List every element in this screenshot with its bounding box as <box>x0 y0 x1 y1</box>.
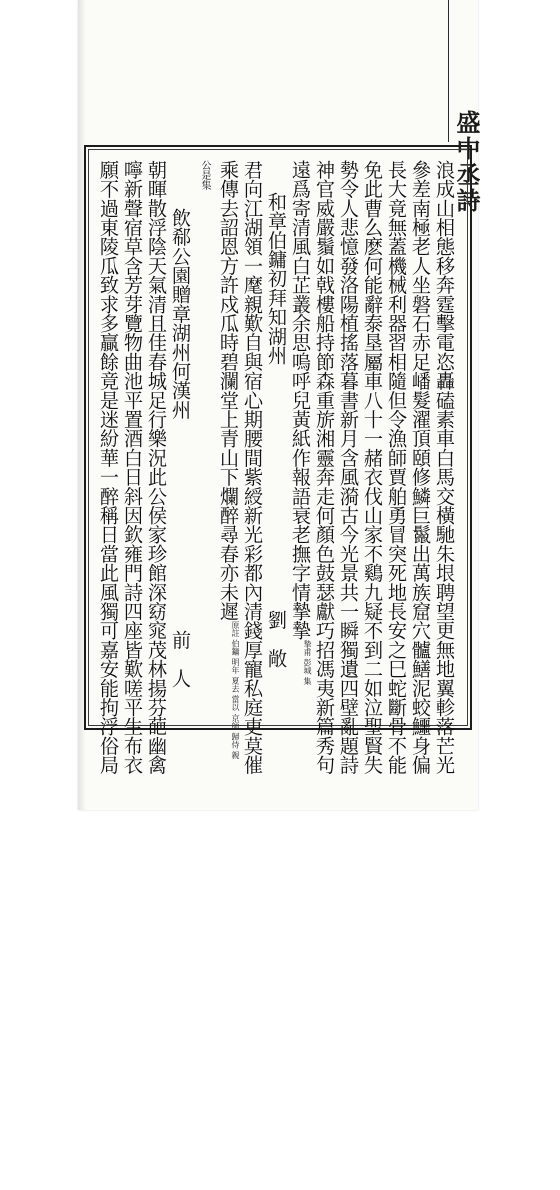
column-text: 公是集 <box>199 160 210 190</box>
text-column <box>336 160 360 775</box>
text-column <box>168 630 192 1190</box>
column-note: 原註 伯鏞 明年 夏去 當以 京師 歸侍 親 <box>231 620 240 759</box>
column-text: 長大竟無蓋機械利器習相隨但令漁師賈舶勇冒突死地長安之巳蛇斷骨不能 <box>385 160 408 775</box>
text-column <box>288 160 312 720</box>
page-title: 盛中丞詩 <box>452 110 481 214</box>
text-column <box>408 160 432 775</box>
column-text: 飲郗公園贈章湖州何漢州 <box>169 208 192 420</box>
column-text: 願不過東陵瓜致求多贏餘竟是迷紛華一醉稱日當此風獨可嘉安能拘浮俗局 <box>97 160 120 775</box>
column-note: 摯甫 彭城 集 <box>303 640 312 686</box>
column-text: 遠爲寄清風白芷叢余思嗚呼兒黃紙作報語衰老撫字情摯摯 <box>289 160 312 640</box>
text-column <box>360 160 384 775</box>
column-text: 勢令人悲憶發洛陽植搖落暮書新月含風漪古今光景共一瞬獨遺四壁亂題詩 <box>337 160 360 775</box>
text-column <box>264 610 288 1170</box>
text-column <box>384 160 408 775</box>
column-text: 嚀新聲宿草含芳芽覽物曲池平置酒白日斜因欽雍門詩四座皆歎嗟平生布衣 <box>121 160 144 775</box>
column-text: 和章伯鏞初拜知湖州 <box>265 192 288 365</box>
column-text: 參差南極老人坐磐石赤足嶓髮濯頂頤修鱗巨鬣出萬族窟穴髗鱔泥蛟鱷身偏 <box>409 160 432 775</box>
text-column <box>198 160 210 720</box>
text-column <box>240 160 264 775</box>
column-text: 免此曹么麽何能辭泰垦屬車八十一赭衣伐山家不鷄九疑不到二如泣聖賢失 <box>361 160 384 775</box>
column-text: 劉 敞 <box>265 610 288 668</box>
text-column <box>216 160 240 759</box>
text-column <box>312 160 336 775</box>
column-text: 浪成山相態移奔霆擊電恣轟磕素車白馬交橫馳朱垠聘望更無地翼軫落芒光 <box>433 160 456 775</box>
text-column <box>96 160 120 775</box>
column-text: 乘傳去詔恩方許戍瓜時碧瀾堂上青山下爛醉尋春亦未遲 <box>217 160 240 621</box>
column-text: 朝暉散浮陰天氣清且佳春城足行樂況此公侯家珍館深窈窕茂林揚芬葩幽禽 <box>145 160 168 775</box>
column-text: 前 人 <box>169 630 192 688</box>
text-column <box>120 160 144 775</box>
column-text: 君向江湖領一麾親歎自與宿心期腰間紫綬新光彩都內清錢厚寵私庭吏莫催 <box>241 160 264 775</box>
column-text: 神官威嚴鬚如戟樓船持節森重旂湘靈奔走何顏色鼓瑟獻巧招馮夷新篇秀句 <box>313 160 336 775</box>
text-column <box>432 160 456 775</box>
text-column <box>144 160 168 775</box>
